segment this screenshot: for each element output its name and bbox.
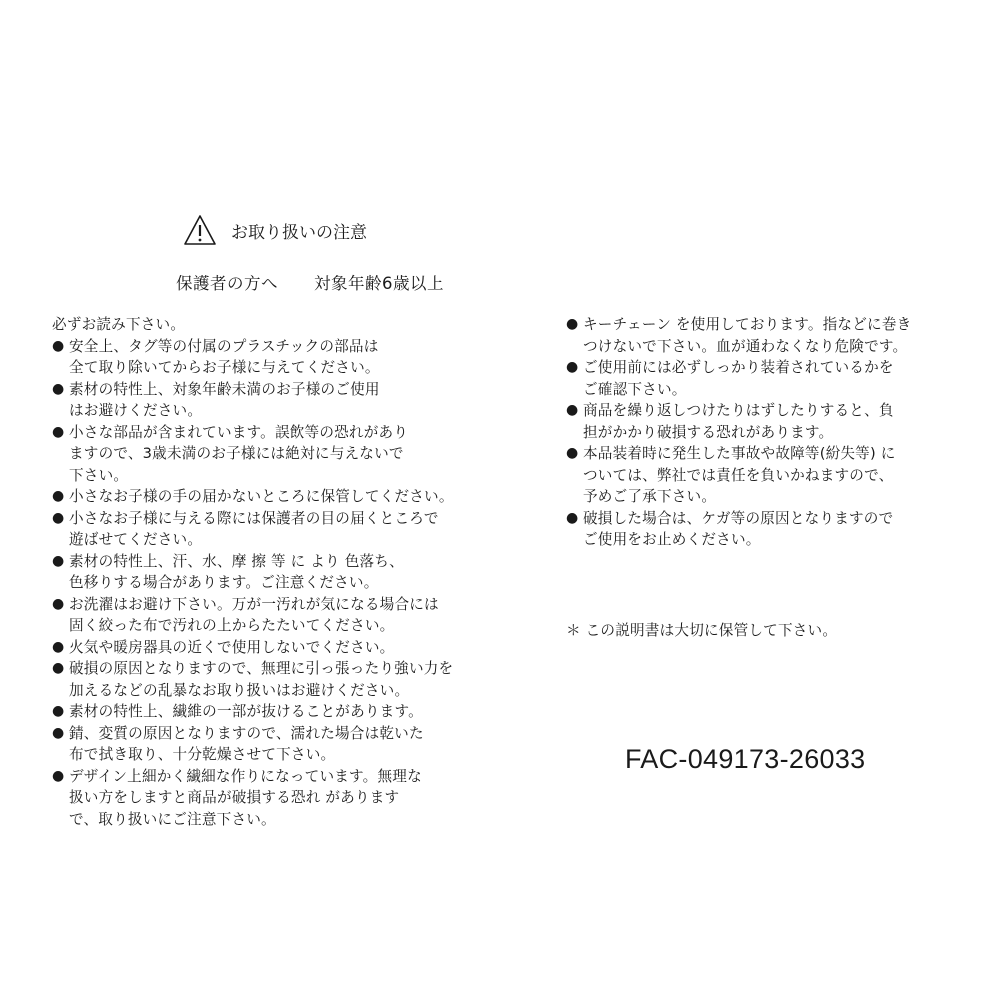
page-subtitle bbox=[0, 270, 620, 294]
bullet-icon: ● bbox=[52, 638, 65, 655]
list-item-line: 火気や暖房器具の近くで使用しないでください。 bbox=[69, 638, 395, 656]
list-item-line: はお避けください。 bbox=[69, 402, 203, 419]
list-item-line: 錆、変質の原因となりますので、濡れた場合は乾いた bbox=[69, 724, 424, 742]
bullet-icon: ● bbox=[52, 703, 65, 719]
list-item bbox=[52, 379, 482, 422]
list-item-line: つけないで下さい。血が通わなくなり危険です。 bbox=[583, 337, 908, 355]
list-item-line: 扱い方をしますと商品が破損する恐れ があります bbox=[69, 789, 400, 806]
list-item bbox=[52, 637, 482, 659]
bullet-icon: ● bbox=[52, 488, 65, 504]
list-item-line: 加えるなどの乱暴なお取り扱いはお避けください。 bbox=[69, 681, 410, 699]
right-item-list bbox=[566, 314, 966, 551]
subtitle-audience: 保護者の方へ bbox=[176, 274, 278, 293]
list-item-line: 小さな部品が含まれています。誤飲等の恐れがあり bbox=[69, 423, 409, 441]
header-title-row bbox=[183, 214, 367, 246]
list-item bbox=[52, 486, 482, 508]
list-item-line: で、取り扱いにご注意下さい。 bbox=[69, 810, 276, 828]
lead-text: 必ずお読み下さい。 bbox=[52, 316, 186, 333]
list-item bbox=[52, 658, 482, 701]
list-item bbox=[566, 314, 966, 357]
bullet-icon: ● bbox=[566, 509, 579, 526]
list-item bbox=[566, 508, 966, 551]
list-item bbox=[52, 422, 482, 487]
list-item-line: 遊ばせてください。 bbox=[69, 531, 203, 548]
list-item-line: 小さなお子様に与える際には保護者の目の届くところで bbox=[69, 509, 439, 527]
bullet-icon: ● bbox=[52, 552, 65, 569]
list-item bbox=[52, 508, 482, 551]
list-item-line: お洗濯はお避け下さい。万が一汚れが気になる場合には bbox=[69, 595, 439, 613]
bullet-icon: ● bbox=[52, 724, 65, 741]
list-item bbox=[566, 443, 966, 508]
list-item-line: デザイン上細かく繊細な作りになっています。無理な bbox=[69, 767, 422, 785]
list-item-line: 全て取り除いてからお子様に与えてください。 bbox=[69, 359, 380, 376]
page-title: お取り扱いの注意 bbox=[231, 222, 367, 243]
list-item bbox=[52, 594, 482, 637]
bullet-icon: ● bbox=[52, 509, 65, 526]
bullet-icon: ● bbox=[52, 380, 65, 397]
bullet-icon: ● bbox=[566, 402, 579, 418]
list-item bbox=[52, 551, 482, 594]
list-item-line: 予めご了承下さい。 bbox=[583, 488, 717, 505]
list-item-line: 小さなお子様の手の届かないところに保管してください。 bbox=[69, 488, 454, 505]
warning-triangle-icon bbox=[183, 214, 217, 246]
left-item-list bbox=[52, 336, 482, 831]
list-item-line: ついては、弊社では責任を負いかねますので、 bbox=[583, 466, 894, 484]
left-column bbox=[52, 314, 482, 830]
bullet-icon: ● bbox=[52, 595, 65, 612]
bullet-icon: ● bbox=[52, 660, 65, 676]
list-item bbox=[52, 723, 482, 766]
list-item-line: 色移りする場合があります。ご注意ください。 bbox=[69, 574, 379, 591]
subtitle-age: 対象年齢6歳以上 bbox=[314, 274, 444, 293]
list-item-line: 素材の特性上、繊維の一部が抜けることがあります。 bbox=[69, 703, 423, 720]
list-item-line: ご確認下さい。 bbox=[583, 380, 687, 398]
list-item bbox=[566, 400, 966, 443]
list-item-line: 破損した場合は、ケガ等の原因となりますので bbox=[583, 509, 894, 527]
bullet-icon: ● bbox=[566, 445, 579, 461]
bullet-icon: ● bbox=[52, 423, 65, 440]
list-item-line: 破損の原因となりますので、無理に引っ張ったり強い力を bbox=[69, 660, 454, 677]
storage-note: ＊ この説明書は大切に保管して下さい。 bbox=[566, 622, 838, 639]
list-item bbox=[566, 357, 966, 400]
list-item-line: ますので、3歳未満のお子様には絶対に与えないで bbox=[69, 445, 404, 462]
list-item-line: 下さい。 bbox=[69, 466, 129, 484]
list-item bbox=[52, 766, 482, 831]
list-item-line: 布で拭き取り、十分乾燥させて下さい。 bbox=[69, 746, 336, 763]
right-column bbox=[566, 314, 966, 551]
list-item-line: 担がかかり破損する恐れがあります。 bbox=[583, 423, 834, 441]
list-item-line: 本品装着時に発生した事故や故障等(紛失等) に bbox=[583, 445, 896, 462]
product-code: FAC-049173-26033 bbox=[625, 744, 866, 774]
list-item-line: 素材の特性上、対象年齢未満のお子様のご使用 bbox=[69, 380, 380, 398]
list-item-line: キーチェーン を使用しております。指などに巻き bbox=[583, 316, 912, 333]
list-item-line: ご使用をお止めください。 bbox=[583, 531, 761, 548]
list-item-line: 商品を繰り返しつけたりはずしたりすると、負 bbox=[583, 402, 894, 419]
bullet-icon: ● bbox=[566, 359, 579, 375]
list-item bbox=[52, 336, 482, 379]
list-item-line: ご使用前には必ずしっかり装着されているかを bbox=[583, 359, 894, 376]
bullet-icon: ● bbox=[52, 337, 65, 354]
bullet-icon: ● bbox=[566, 316, 579, 332]
list-item bbox=[52, 701, 482, 723]
list-item-line: 安全上、タグ等の付属のプラスチックの部品は bbox=[69, 337, 379, 355]
list-item-line: 固く絞った布で汚れの上からたたいてください。 bbox=[69, 617, 395, 634]
list-item-line: 素材の特性上、汗、水、摩 擦 等 に より 色落ち、 bbox=[69, 552, 404, 570]
bullet-icon: ● bbox=[52, 767, 65, 784]
